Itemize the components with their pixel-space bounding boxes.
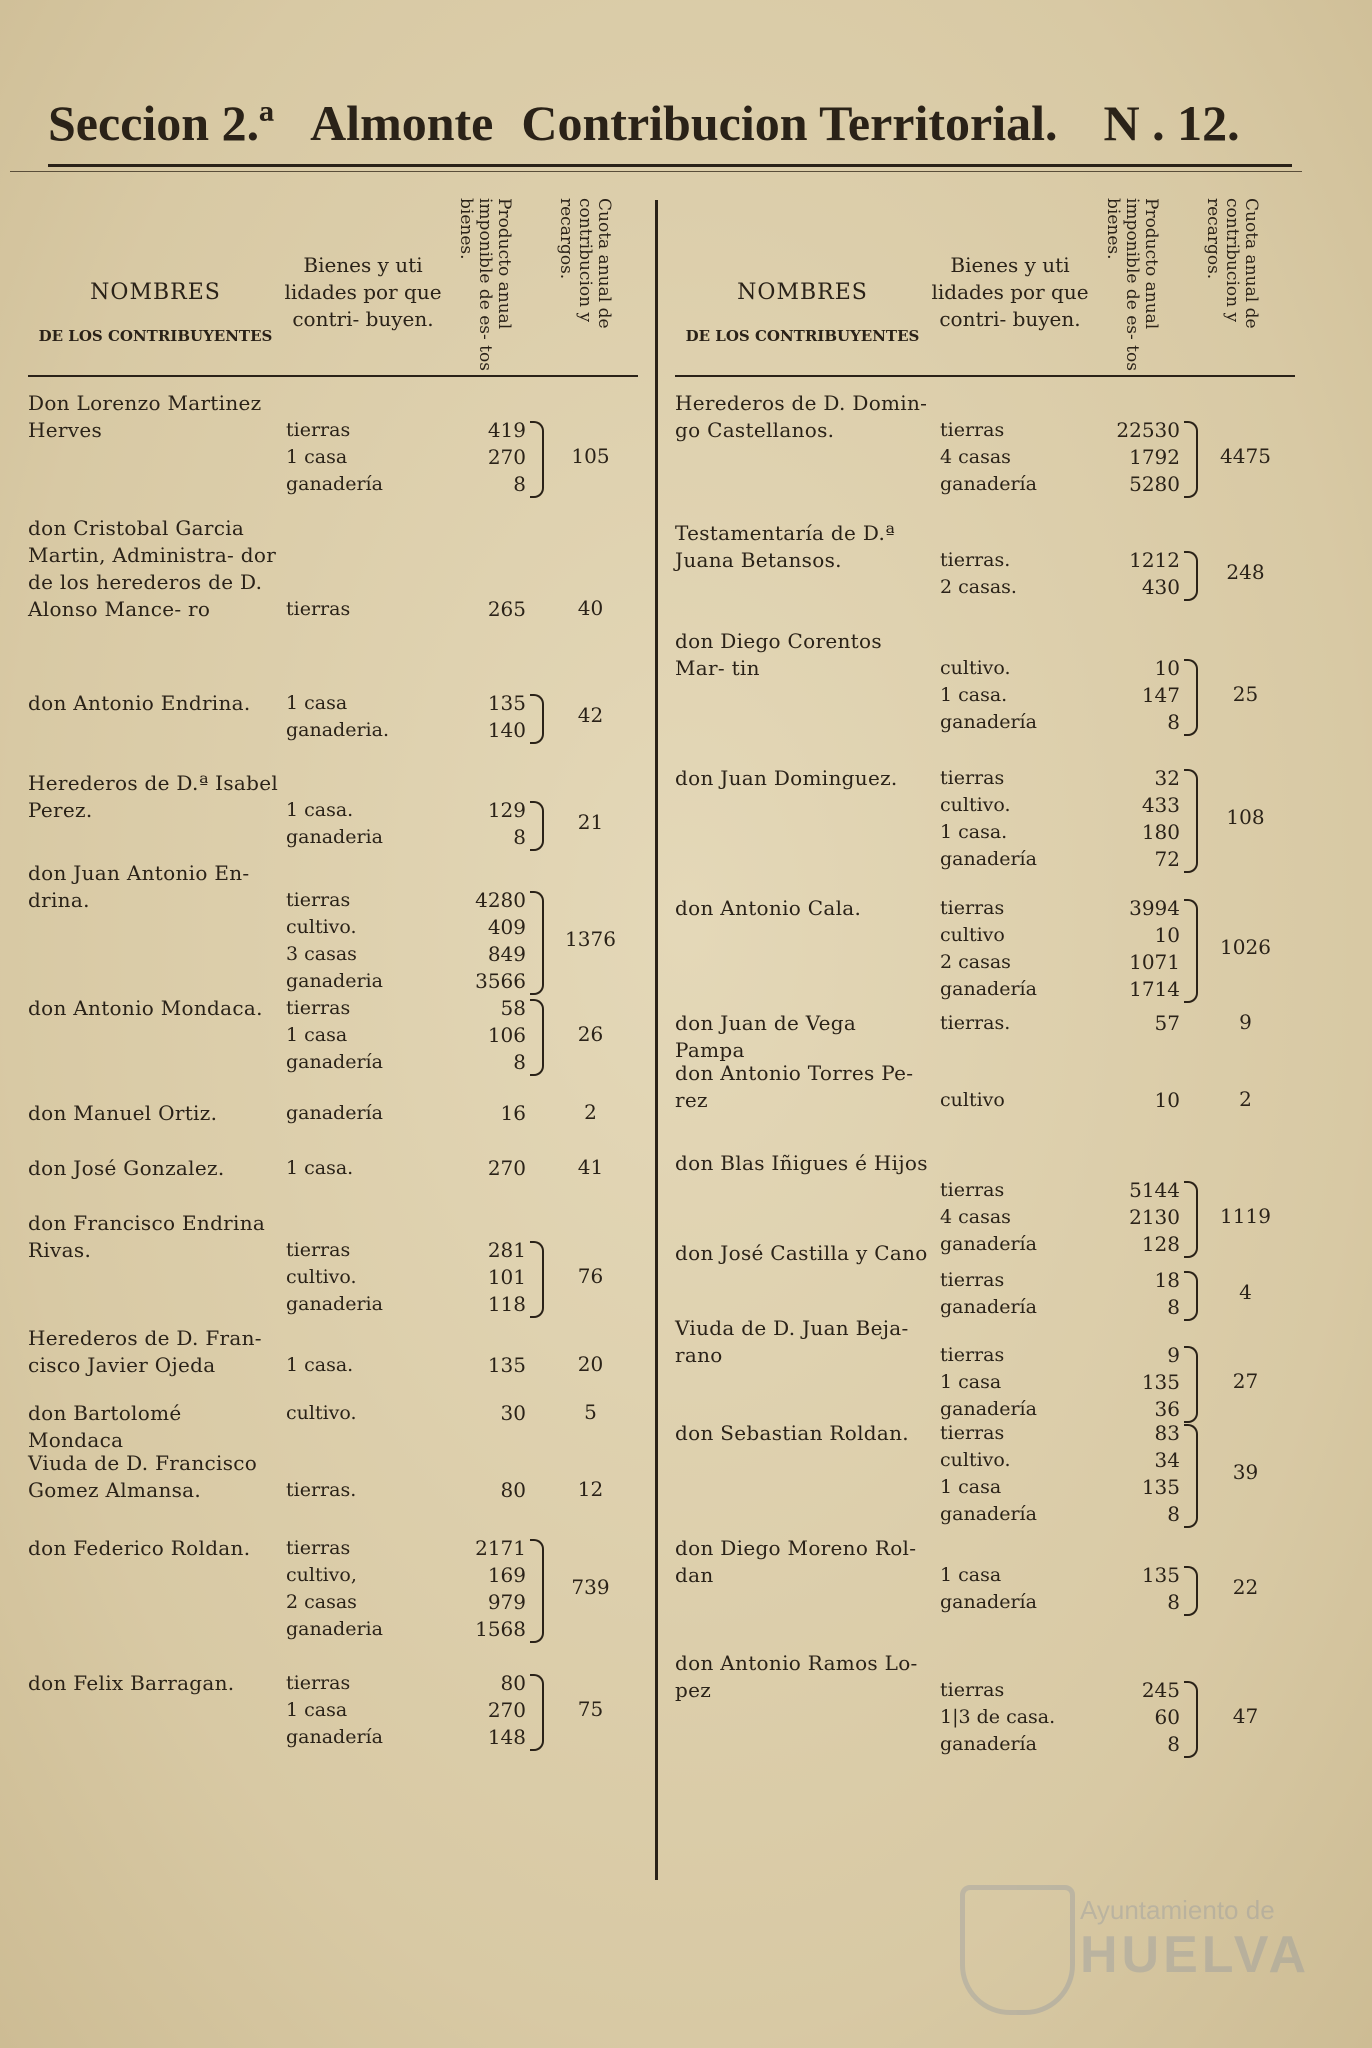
header-names xyxy=(675,280,930,345)
product-value: 1714 xyxy=(1129,977,1180,1001)
contributor-name: Viuda de D. Juan Beja- rano xyxy=(675,1316,909,1367)
header-bienes: Bienes y uti lidades por que contri- buyen. xyxy=(931,253,1089,331)
property-list xyxy=(940,547,1110,601)
tax-amount: 5 xyxy=(584,1399,597,1424)
contributor-name: don Antonio Ramos Lo- pez xyxy=(675,1651,918,1702)
product-value: 147 xyxy=(1141,683,1180,707)
product-value: 281 xyxy=(487,1238,526,1262)
brace-mark xyxy=(1184,1424,1198,1528)
property-item: 1 casa xyxy=(940,1371,1002,1393)
product-value: 270 xyxy=(487,1156,526,1180)
product-value: 1792 xyxy=(1129,445,1180,469)
product-values xyxy=(446,417,526,498)
brace-mark xyxy=(530,891,544,995)
contributor-name: Herederos de D.ª Isabel Perez. xyxy=(28,771,279,822)
header-cuota: Cuota anual de contribucion y recargos. xyxy=(556,198,614,329)
tax-title: Contribucion Territorial. xyxy=(521,95,1058,151)
contributor-name: don Antonio Cala. xyxy=(675,896,862,920)
product-values xyxy=(1100,547,1180,601)
product-value: 433 xyxy=(1141,793,1180,817)
property-item: ganaderia xyxy=(286,1618,383,1640)
product-value: 5144 xyxy=(1129,1178,1180,1202)
tax-amount: 47 xyxy=(1232,1703,1259,1728)
header-contribuyentes: DE LOS CONTRIBUYENTES xyxy=(38,327,273,345)
product-value: 135 xyxy=(1141,1370,1180,1394)
property-item: ganadería xyxy=(940,978,1037,1000)
header-bienes: Bienes y uti lidades por que contri- buyen. xyxy=(284,253,442,331)
product-value: 8 xyxy=(1167,1732,1180,1756)
property-list xyxy=(286,887,456,995)
product-values xyxy=(1100,895,1180,1003)
contributor-name: don Antonio Endrina. xyxy=(28,691,251,715)
property-list xyxy=(286,797,456,851)
property-item: 1 casa xyxy=(286,692,348,714)
header-names xyxy=(28,280,283,345)
contributor-name: don José Gonzalez. xyxy=(28,1156,225,1180)
contributor-name: Viuda de D. Francisco Gomez Almansa. xyxy=(28,1451,258,1502)
property-list xyxy=(286,1352,456,1379)
property-item: 4 casas xyxy=(940,1206,1011,1228)
product-values xyxy=(1100,1087,1180,1114)
contributor-name: don Juan Dominguez. xyxy=(675,766,898,790)
product-value: 2130 xyxy=(1129,1205,1180,1229)
contributor-name: don Antonio Mondaca. xyxy=(28,996,263,1020)
brace-mark xyxy=(530,1539,544,1643)
tax-amount: 1376 xyxy=(565,927,616,951)
property-list xyxy=(286,690,456,744)
property-list xyxy=(940,1677,1110,1758)
product-values xyxy=(446,797,526,851)
product-value: 101 xyxy=(487,1265,526,1289)
product-values xyxy=(1100,1562,1180,1616)
property-item: 1 casa. xyxy=(286,799,354,821)
product-value: 83 xyxy=(1154,1421,1180,1445)
property-list xyxy=(940,1420,1110,1528)
property-item: 1 casa. xyxy=(940,684,1008,706)
property-item: tierras xyxy=(286,598,351,620)
product-value: 8 xyxy=(513,825,526,849)
property-item: cultivo. xyxy=(286,1266,357,1288)
property-list xyxy=(940,1010,1110,1037)
tax-amount: 40 xyxy=(577,595,604,620)
table-header xyxy=(28,190,638,377)
property-item: ganadería xyxy=(940,1591,1037,1613)
tax-amount: 248 xyxy=(1226,560,1265,584)
contributor-name: Herederos de D. Domin- go Castellanos. xyxy=(675,391,928,442)
property-list xyxy=(286,1100,456,1127)
property-list xyxy=(940,1087,1110,1114)
property-item: ganadería xyxy=(940,1398,1037,1420)
header-producto: Producto anual imponible de es- tos bienes. xyxy=(456,198,514,371)
property-list xyxy=(286,1237,456,1318)
product-value: 34 xyxy=(1154,1448,1180,1472)
product-value: 30 xyxy=(500,1401,526,1425)
property-list xyxy=(940,895,1110,1003)
page-title xyxy=(48,88,1278,158)
table-header xyxy=(675,190,1295,377)
tax-amount: 2 xyxy=(1239,1086,1252,1111)
brace-mark xyxy=(1184,421,1198,498)
product-value: 32 xyxy=(1154,766,1180,790)
brace-mark xyxy=(1184,551,1198,601)
property-list xyxy=(286,1535,456,1643)
contributor-name: don Blas Iñigues é Hijos xyxy=(675,1151,928,1175)
product-values xyxy=(1100,655,1180,736)
product-value: 10 xyxy=(1154,656,1180,680)
property-list xyxy=(940,655,1110,736)
property-list xyxy=(286,1670,456,1751)
tax-amount: 26 xyxy=(577,1021,604,1046)
property-item: ganadería xyxy=(940,711,1037,733)
property-item: ganadería xyxy=(286,473,383,495)
property-item: tierras xyxy=(286,1672,351,1694)
contributor-name: don Manuel Ortiz. xyxy=(28,1101,218,1125)
brace-mark xyxy=(1184,1681,1198,1758)
property-item: ganaderia. xyxy=(286,719,389,741)
product-value: 140 xyxy=(487,718,526,742)
property-list xyxy=(286,417,456,498)
property-item: 1 casa xyxy=(286,446,348,468)
property-item: ganadería xyxy=(286,1726,383,1748)
property-list xyxy=(940,1177,1110,1258)
product-value: 430 xyxy=(1141,575,1180,599)
product-value: 10 xyxy=(1154,923,1180,947)
property-item: tierras xyxy=(940,419,1005,441)
product-values xyxy=(446,1477,526,1504)
brace-mark xyxy=(1184,1566,1198,1616)
property-list xyxy=(940,765,1110,873)
tax-amount: 739 xyxy=(571,1575,610,1599)
property-item: tierras xyxy=(940,1344,1005,1366)
contributor-name: don Bartolomé Mondaca xyxy=(28,1401,182,1452)
brace-mark xyxy=(1184,1181,1198,1258)
left-table xyxy=(28,190,638,1910)
product-value: 8 xyxy=(513,1050,526,1074)
product-values xyxy=(1100,1677,1180,1758)
property-item: tierras xyxy=(286,419,351,441)
brace-mark xyxy=(530,421,544,498)
product-value: 106 xyxy=(487,1023,526,1047)
property-item: 2 casas xyxy=(940,951,1011,973)
product-values xyxy=(446,1352,526,1379)
property-item: tierras xyxy=(940,1422,1005,1444)
product-value: 4280 xyxy=(475,888,526,912)
product-values xyxy=(446,1100,526,1127)
product-value: 849 xyxy=(487,942,526,966)
property-item: cultivo, xyxy=(286,1564,357,1586)
property-item: 1|3 de casa. xyxy=(940,1706,1056,1728)
product-value: 9 xyxy=(1167,1343,1180,1367)
tax-amount: 4 xyxy=(1239,1280,1252,1304)
brace-mark xyxy=(1184,659,1198,736)
property-item: 2 casas. xyxy=(940,576,1017,598)
header-producto: Producto anual imponible de es- tos bienes. xyxy=(1103,198,1161,371)
property-item: cultivo. xyxy=(940,657,1011,679)
property-list xyxy=(940,1342,1110,1423)
product-value: 270 xyxy=(487,1698,526,1722)
tax-amount: 42 xyxy=(577,703,604,727)
property-item: ganaderia xyxy=(286,1293,383,1315)
product-value: 60 xyxy=(1154,1705,1180,1729)
product-values xyxy=(446,596,526,623)
property-item: 1 casa. xyxy=(286,1354,354,1376)
product-value: 18 xyxy=(1154,1268,1180,1292)
right-table xyxy=(675,190,1295,1910)
property-list xyxy=(286,596,456,623)
product-value: 8 xyxy=(513,472,526,496)
product-value: 245 xyxy=(1141,1678,1180,1702)
contributor-name: don Felix Barragan. xyxy=(28,1671,235,1695)
title-rule-thin xyxy=(10,171,1302,172)
product-values xyxy=(1100,1342,1180,1423)
property-item: tierras xyxy=(286,1537,351,1559)
contributor-name: don Juan Antonio En- drina. xyxy=(28,861,250,912)
product-value: 979 xyxy=(487,1590,526,1614)
product-value: 409 xyxy=(487,915,526,939)
property-item: ganaderia xyxy=(286,970,383,992)
property-item: tierras. xyxy=(940,549,1011,571)
property-item: tierras xyxy=(286,997,351,1019)
property-item: 1 casa xyxy=(286,1699,348,1721)
contributor-name: don Sebastian Roldan. xyxy=(675,1421,909,1445)
contributor-name: don Cristobal Garcia Martin, Administra- dor de los herederos de D. Alonso Mance- ro xyxy=(28,516,277,621)
tax-amount: 21 xyxy=(577,810,604,834)
property-list xyxy=(940,1562,1110,1616)
watermark-logo xyxy=(960,1885,1310,2015)
column-divider xyxy=(655,200,658,1880)
product-value: 128 xyxy=(1141,1232,1180,1256)
property-item: ganaderia xyxy=(286,826,383,848)
product-value: 419 xyxy=(487,418,526,442)
tax-amount: 27 xyxy=(1232,1368,1259,1393)
product-values xyxy=(446,690,526,744)
tax-amount: 9 xyxy=(1239,1009,1252,1034)
property-item: 1 casa xyxy=(286,1024,348,1046)
tax-amount: 22 xyxy=(1232,1575,1259,1599)
tax-amount: 41 xyxy=(577,1154,604,1179)
product-value: 1568 xyxy=(475,1617,526,1641)
property-item: 4 casas xyxy=(940,446,1011,468)
product-values xyxy=(1100,1010,1180,1037)
property-item: ganadería xyxy=(940,1733,1037,1755)
product-value: 118 xyxy=(487,1292,526,1316)
property-item: cultivo. xyxy=(940,794,1011,816)
product-value: 8 xyxy=(1167,1295,1180,1319)
property-item: tierras xyxy=(940,767,1005,789)
property-item: 1 casa. xyxy=(286,1157,354,1179)
property-item: ganadería xyxy=(940,473,1037,495)
property-item: cultivo. xyxy=(286,916,357,938)
contributor-name: don Diego Corentos Mar- tin xyxy=(675,629,882,680)
contributor-name: don Diego Moreno Rol- dan xyxy=(675,1536,917,1587)
brace-mark xyxy=(1184,1271,1198,1321)
tax-amount: 39 xyxy=(1232,1460,1259,1484)
property-item: tierras xyxy=(286,889,351,911)
property-item: tierras. xyxy=(286,1479,357,1501)
contributor-name: Herederos de D. Fran- cisco Javier Ojeda xyxy=(28,1326,262,1377)
product-values xyxy=(446,887,526,995)
brace-mark xyxy=(530,801,544,851)
contributor-name: don Juan de Vega Pampa xyxy=(675,1011,857,1062)
product-value: 135 xyxy=(1141,1563,1180,1587)
property-item: cultivo xyxy=(940,1089,1005,1111)
product-value: 1212 xyxy=(1129,548,1180,572)
product-value: 10 xyxy=(1154,1088,1180,1112)
property-item: 1 casa. xyxy=(940,821,1008,843)
tax-amount: 76 xyxy=(577,1263,604,1288)
product-value: 5280 xyxy=(1129,472,1180,496)
brace-mark xyxy=(530,1674,544,1751)
property-list xyxy=(286,1155,456,1182)
contributor-name: Don Lorenzo Martinez Herves xyxy=(28,391,262,442)
product-values xyxy=(1100,417,1180,498)
property-item: ganadería xyxy=(286,1051,383,1073)
contributor-name: don José Castilla y Cano xyxy=(675,1241,928,1265)
product-values xyxy=(1100,1177,1180,1258)
tax-amount: 1026 xyxy=(1220,935,1271,959)
product-value: 58 xyxy=(500,996,526,1020)
product-values xyxy=(446,1400,526,1427)
title-rule xyxy=(48,164,1292,167)
product-value: 265 xyxy=(487,597,526,621)
header-contribuyentes: DE LOS CONTRIBUYENTES xyxy=(685,327,920,345)
property-item: tierras xyxy=(940,1269,1005,1291)
property-item: tierras. xyxy=(940,1012,1011,1034)
header-nombres: NOMBRES xyxy=(737,280,868,305)
product-value: 135 xyxy=(1141,1475,1180,1499)
property-list xyxy=(940,417,1110,498)
product-values xyxy=(446,995,526,1076)
product-value: 270 xyxy=(487,445,526,469)
tax-amount: 2 xyxy=(584,1099,597,1124)
brace-mark xyxy=(530,694,544,744)
product-value: 148 xyxy=(487,1725,526,1749)
product-value: 8 xyxy=(1167,1502,1180,1526)
product-value: 180 xyxy=(1141,820,1180,844)
product-value: 8 xyxy=(1167,710,1180,734)
brace-mark xyxy=(530,999,544,1076)
product-values xyxy=(1100,1420,1180,1528)
header-nombres: NOMBRES xyxy=(90,280,221,305)
property-item: tierras xyxy=(940,1679,1005,1701)
property-item: cultivo. xyxy=(286,1402,357,1424)
tax-amount: 1119 xyxy=(1220,1203,1271,1228)
property-item: 1 casa xyxy=(940,1476,1002,1498)
page-number: N . 12. xyxy=(1103,95,1240,151)
property-item: tierras xyxy=(940,897,1005,919)
product-value: 135 xyxy=(487,1353,526,1377)
product-value: 16 xyxy=(500,1101,526,1125)
property-item: ganadería xyxy=(286,1102,383,1124)
contributor-name: Testamentaría de D.ª Juana Betansos. xyxy=(675,521,895,572)
property-item: 3 casas xyxy=(286,943,357,965)
tax-amount: 20 xyxy=(577,1351,604,1376)
product-value: 1071 xyxy=(1129,950,1180,974)
brace-mark xyxy=(530,1241,544,1318)
tax-amount: 105 xyxy=(571,443,610,468)
tax-amount: 108 xyxy=(1226,805,1265,829)
header-cuota: Cuota anual de contribucion y recargos. xyxy=(1203,198,1261,329)
product-value: 8 xyxy=(1167,1590,1180,1614)
product-value: 129 xyxy=(487,798,526,822)
property-item: ganadería xyxy=(940,1296,1037,1318)
property-item: 2 casas xyxy=(286,1591,357,1613)
property-item: 1 casa xyxy=(940,1564,1002,1586)
product-value: 169 xyxy=(487,1563,526,1587)
product-value: 22530 xyxy=(1116,418,1180,442)
tax-amount: 4475 xyxy=(1220,443,1271,468)
product-value: 72 xyxy=(1154,847,1180,871)
product-value: 80 xyxy=(500,1478,526,1502)
product-value: 80 xyxy=(500,1671,526,1695)
product-value: 135 xyxy=(487,691,526,715)
product-values xyxy=(446,1535,526,1643)
property-item: ganadería xyxy=(940,1233,1037,1255)
property-item: tierras xyxy=(286,1239,351,1261)
contributor-name: don Francisco Endrina Rivas. xyxy=(28,1211,266,1262)
property-list xyxy=(286,995,456,1076)
property-item: cultivo. xyxy=(940,1449,1011,1471)
product-values xyxy=(446,1237,526,1318)
watermark-line1: Ayuntamiento de xyxy=(1080,1895,1275,1925)
product-values xyxy=(1100,765,1180,873)
brace-mark xyxy=(1184,1346,1198,1423)
brace-mark xyxy=(1184,899,1198,1003)
product-values xyxy=(446,1155,526,1182)
product-value: 36 xyxy=(1154,1397,1180,1421)
product-value: 57 xyxy=(1154,1011,1180,1035)
property-item: ganadería xyxy=(940,848,1037,870)
property-item: ganadería xyxy=(940,1503,1037,1525)
watermark-line2: HUELVA xyxy=(1080,1926,1311,1984)
shield-icon xyxy=(960,1885,1075,2015)
property-item: cultivo xyxy=(940,924,1005,946)
product-values xyxy=(1100,1267,1180,1321)
product-value: 3994 xyxy=(1129,896,1180,920)
product-value: 3566 xyxy=(475,969,526,993)
tax-amount: 12 xyxy=(577,1476,604,1501)
property-item: tierras xyxy=(940,1179,1005,1201)
property-list xyxy=(286,1477,456,1504)
brace-mark xyxy=(1184,769,1198,873)
contributor-name: don Federico Roldan. xyxy=(28,1536,251,1560)
property-list xyxy=(940,1267,1110,1321)
tax-amount: 75 xyxy=(577,1696,604,1721)
tax-amount: 25 xyxy=(1232,681,1259,706)
contributor-name: don Antonio Torres Pe- rez xyxy=(675,1061,914,1112)
town-name: Almonte xyxy=(310,95,494,151)
section-label: Seccion 2.ª xyxy=(48,95,275,151)
property-list xyxy=(286,1400,456,1427)
product-value: 2171 xyxy=(475,1536,526,1560)
product-values xyxy=(446,1670,526,1751)
